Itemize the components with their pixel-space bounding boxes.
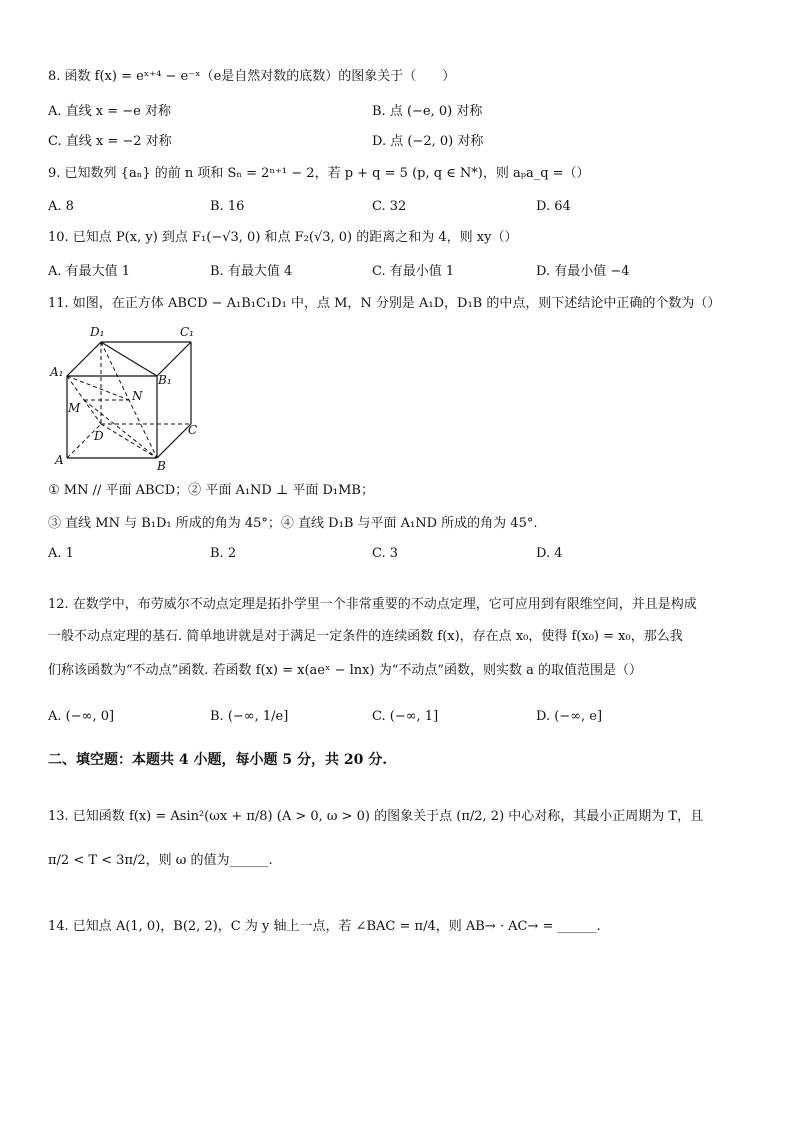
q10-option-c: C. 有最小值 1 [372, 264, 455, 279]
q8-option-a: A. 直线 x = −e 对称 [48, 104, 171, 119]
cube-label-n: N [132, 389, 143, 403]
q12-option-c: C. (−∞, 1] [372, 709, 439, 724]
q12-line-3: 们称该函数为“不动点”函数. 若函数 f(x) = x(aeˣ − lnx) 为“不动点”函数，则实数 a 的取值范围是（） [48, 663, 643, 678]
cube-label-c1: C₁ [180, 325, 194, 339]
cube-label-a: A [55, 453, 64, 467]
q12-line-1: 12. 在数学中，布劳威尔不动点定理是拓扑学里一个非常重要的不动点定理，它可应用到有限维空间，并且是构成 [48, 597, 697, 612]
cube-label-a1: A₁ [50, 365, 64, 379]
q10-stem: 10. 已知点 P(x, y) 到点 F₁(−√3, 0) 和点 F₂(√3, 0) 的距离之和为 4，则 xy（） [48, 230, 518, 245]
q12-line-2: 一般不动点定理的基石. 简单地讲就是对于满足一定条件的连续函数 f(x)，存在点 x₀，使得 f(x₀) = x₀，那么我 [48, 629, 683, 644]
q8-option-b: B. 点 (−e, 0) 对称 [372, 104, 483, 119]
cube-figure [48, 322, 208, 472]
q12-option-a: A. (−∞, 0] [48, 709, 115, 724]
q12-option-d: D. (−∞, e] [536, 709, 603, 724]
q11-option-c: C. 3 [372, 546, 399, 561]
q12-option-b: B. (−∞, 1/e] [210, 709, 289, 724]
q13-line-1: 13. 已知函数 f(x) = Asin²(ωx + π/8) (A > 0, ω > 0) 的图象关于点 (π/2, 2) 中心对称，其最小正周期为 T，且 [48, 809, 704, 824]
q8-option-c: C. 直线 x = −2 对称 [48, 134, 172, 149]
q9-option-d: D. 64 [536, 199, 571, 214]
cube-label-c: C [188, 423, 198, 437]
q11-statements-1: ① MN // 平面 ABCD；② 平面 A₁ND ⊥ 平面 D₁MB； [48, 483, 374, 498]
q9-option-a: A. 8 [48, 199, 74, 214]
q11-option-a: A. 1 [48, 546, 74, 561]
q10-option-d: D. 有最小值 −4 [536, 264, 630, 279]
q9-option-b: B. 16 [210, 199, 245, 214]
cube-label-m: M [68, 401, 81, 415]
q9-option-c: C. 32 [372, 199, 407, 214]
q14-stem: 14. 已知点 A(1, 0)，B(2, 2)，C 为 y 轴上一点，若 ∠BAC = π/4，则 AB→ · AC→ = ______. [48, 919, 601, 934]
q11-option-d: D. 4 [536, 546, 563, 561]
q11-option-b: B. 2 [210, 546, 237, 561]
cube-label-b1: B₁ [158, 373, 172, 387]
q11-stem: 11. 如图，在正方体 ABCD − A₁B₁C₁D₁ 中，点 M，N 分别是 A₁D，D₁B 的中点，则下述结论中正确的个数为（） [48, 296, 721, 311]
q13-line-2: π/2 < T < 3π/2，则 ω 的值为______. [48, 853, 273, 868]
q8-stem: 8. 函数 f(x) = eˣ⁺⁴ − e⁻ˣ（e是自然对数的底数）的图象关于（ ） [48, 69, 456, 84]
q11-statements-2: ③ 直线 MN 与 B₁D₁ 所成的角为 45°；④ 直线 D₁B 与平面 A₁ND 所成的角为 45°. [48, 516, 538, 531]
q10-option-a: A. 有最大值 1 [48, 264, 131, 279]
q8-option-d: D. 点 (−2, 0) 对称 [372, 134, 484, 149]
cube-label-d: D [94, 429, 104, 443]
q10-option-b: B. 有最大值 4 [210, 264, 293, 279]
cube-label-d1: D₁ [90, 325, 105, 339]
section-heading: 二、填空题：本题共 4 小题，每小题 5 分，共 20 分. [48, 752, 388, 768]
q9-stem: 9. 已知数列 {aₙ} 的前 n 项和 Sₙ = 2ⁿ⁺¹ − 2，若 p + q = 5 (p, q ∈ N*)，则 aₚa_q =（） [48, 166, 590, 181]
cube-label-b: B [157, 459, 166, 472]
